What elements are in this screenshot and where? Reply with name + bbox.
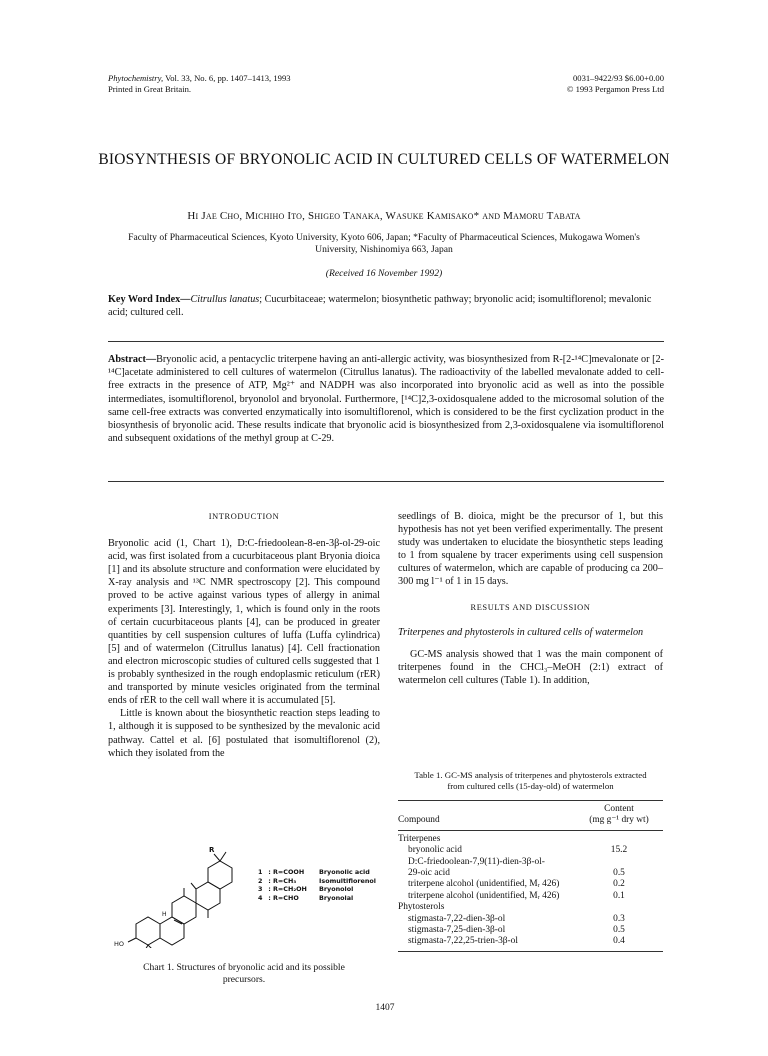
table-1 [398, 770, 663, 952]
table-row: triterpene alcohol (unidentified, Mᵣ 426) 0.1 [408, 890, 625, 901]
table-row: D:C-friedoolean-7,9(11)-dien-3β-ol- [408, 856, 545, 867]
results-heading: RESULTS AND DISCUSSION [470, 602, 591, 612]
copyright: © 1993 Pergamon Press Ltd [566, 84, 664, 94]
col-compound: Compound [398, 815, 440, 826]
keywords-text: Cucurbitaceae; watermelon; biosynthetic pathway; bryonolic acid; isomultiflorenol; mevalonic acid; cultured cell. [108, 294, 652, 318]
table-row: stigmasta-7,25-dien-3β-ol 0.5 [408, 925, 625, 936]
table-row: 29-oic acid 0.5 [408, 868, 625, 879]
table-row: Phytosterols [398, 902, 445, 913]
running-header-right [567, 73, 664, 95]
right-column [398, 510, 663, 687]
intro-paragraph-1: Bryonolic acid (1, Chart 1), D:C-friedoolean-8-en-3β-ol-29-oic acid, was first isolated from a cucurbitaceous plant Bryonia dioica [1] and its absolute structure and conformation were elucidated by X-ray analysis and ¹³C NMR spectroscopy [2]. This compound proved to be active against various types of allergy in animal experiments [3]. Interestingly, 1, which is found only in the roots of certain cucurbitaceous plants [4], can be produced in greater quantities by cell suspension cultures of luffa (Luffa cylindrica) [5] and of watermelon (Citrullus lanatus) [4]. Cell fractionation and electron microscopic studies of cultured cells suggested that 1 is probably synthesized in the rough endoplasmic reticulum (rER) and transported by minute vesicles originated from the terminal ends of rER to the cell wall where it is accumulated [5]. [108, 538, 380, 707]
chart-1 [108, 838, 380, 998]
chart-legend [258, 868, 376, 902]
abstract-label: Abstract [108, 354, 146, 365]
intro-paragraph-3: seedlings of B. dioica, might be the precursor of 1, but this hypothesis has not yet been verified experimentally. The present study was undertaken to elucidate the biosynthetic steps leading to 1 from squalene by tracer experiments using cell suspension cultures of watermelon, which are capable of producing ca 200–300 mg l⁻¹ of 1 in 15 days. [398, 511, 663, 588]
table-row: Triterpenes [398, 833, 441, 844]
abstract-text: Bryonolic acid, a pentacyclic triterpene having an anti-allergic activity, was biosynthesized from R-[2-¹⁴C]mevalonate or [2-¹⁴C]acetate administered to cell cultures of watermelon (Citrullus lanatus). The radioactivity of the labelled mevalonate added to cell-free extracts in the presence of ATP, Mg²⁺ and NADPH was also incorporated into bryonolic acid as well as into the possible intermediates, isomultiflorenol, bryonolol and bryonolal. Furthermore, [¹⁴C]2,3-oxidosqualene added to the microsomal solution of the same cell-free extracts was converted enzymatically into isomultiflorenol, which is considered to be the first cyclization product in the biosynthesis of bryonolic acid. These results indicate that bryonolic acid is biosynthesized from 2,3-oxidosqualene via isomultiflorenol and subsequent oxidations of the methyl group at C-29. [108, 354, 664, 445]
table-caption: Table 1. GC-MS analysis of triterpenes and phytosterols extracted from cultured cells (15-day-old) of watermelon [414, 770, 647, 791]
intro-paragraph-2: Little is known about the biosynthetic reaction steps leading to 1, although it is supposed to be synthesized by the mevalonic acid pathway. Cattel et al. [6] postulated that isomultiflorenol (2), which they isolated from the [108, 708, 380, 759]
key-word-index: Key Word Index—Citrullus lanatus; Cucurbitaceae; watermelon; biosynthetic pathway; bryonolic acid; isomultiflorenol; mevalonic acid; cultured cell. [108, 294, 652, 318]
table-row: stigmasta-7,22,25-trien-3β-ol 0.4 [408, 936, 625, 947]
table-row: bryonolic acid 15.2 [408, 845, 628, 856]
rule-top [108, 341, 664, 342]
table-rows [398, 834, 663, 948]
abstract: Abstract—Bryonolic acid, a pentacyclic triterpene having an anti-allergic activity, was biosynthesized from R-[2-¹⁴C]mevalonate or [2-¹⁴C]acetate administered to cell cultures of watermelon (Citrullus lanatus). The radioactivity of the labelled mevalonate added to cell-free extracts in the presence of ATP, Mg²⁺ and NADPH was also incorporated into bryonolic acid as well as into the possible intermediates, isomultiflorenol, bryonolol and bryonolal. Furthermore, [¹⁴C]2,3-oxidosqualene added to the microsomal solution of the same cell-free extracts was converted enzymatically into isomultiflorenol, which is considered to be the first cyclization product in the biosynthesis of bryonolic acid. These results indicate that bryonolic acid is biosynthesized from 2,3-oxidosqualene via isomultiflorenol and subsequent oxidations of the methyl group at C-29. [108, 354, 664, 445]
rule-bottom [108, 481, 664, 482]
keywords-species: Citrullus lanatus [190, 294, 260, 305]
col-content: Content (mg g⁻¹ dry wt) [589, 804, 649, 826]
results-subheading: Triterpenes and phytosterols in cultured cells of watermelon [398, 626, 644, 638]
legend-row: 3 : R=CH₂OH Bryonolol [258, 885, 354, 894]
page-number: 1407 [375, 1003, 395, 1013]
running-header-left [108, 73, 291, 95]
left-column [108, 510, 380, 760]
journal-name: Phytochemistry, [108, 73, 164, 83]
chart-caption: Chart 1. Structures of bryonolic acid and its possible precursors. [143, 962, 345, 985]
keywords-label: Key Word Index [108, 294, 181, 305]
table-row: stigmasta-7,22-dien-3β-ol 0.3 [408, 913, 625, 924]
r-group-label: R [209, 846, 215, 854]
table-row: triterpene alcohol (unidentified, Mᵣ 426) 0.2 [408, 879, 625, 890]
journal-citation: Vol. 33, No. 6, pp. 1407–1413, 1993 [163, 73, 291, 83]
issn: 0031–9422/93 $6.00+0.00 [572, 73, 664, 83]
hydroxyl-label: HO [114, 940, 125, 948]
received-date: (Received 16 November 1992) [325, 268, 443, 279]
table-header-row [398, 804, 663, 827]
printed-in: Printed in Great Britain. [108, 84, 192, 94]
paper-title: BIOSYNTHESIS OF BRYONOLIC ACID IN CULTURED CELLS OF WATERMELON [98, 151, 670, 168]
results-paragraph-1: GC-MS analysis showed that 1 was the main component of triterpenes found in the CHCl₃–MeOH (2:1) extract of watermelon cell cultures (Table 1). In addition, [398, 648, 663, 686]
legend-row: 4 : R=CHO Bryonolal [258, 893, 354, 902]
author-list: Hi Jae Cho, Michiho Ito, Shigeo Tanaka, Wasuke Kamisako* and Mamoru Tabata [187, 210, 581, 222]
introduction-heading: INTRODUCTION [208, 512, 280, 521]
table-body [398, 804, 663, 827]
triterpene-structure-diagram [108, 838, 248, 948]
legend-row: 2 : R=CH₃ Isomultiflorenol [258, 876, 376, 885]
hydrogen-label: H [162, 911, 167, 918]
affiliation: Faculty of Pharmaceutical Sciences, Kyoto University, Kyoto 606, Japan; *Faculty of Pharmaceutical Sciences, Mukogawa Women's University, Nishinomiya 663, Japan [128, 232, 640, 255]
legend-row: 1 : R=COOH Bryonolic acid [258, 868, 370, 876]
